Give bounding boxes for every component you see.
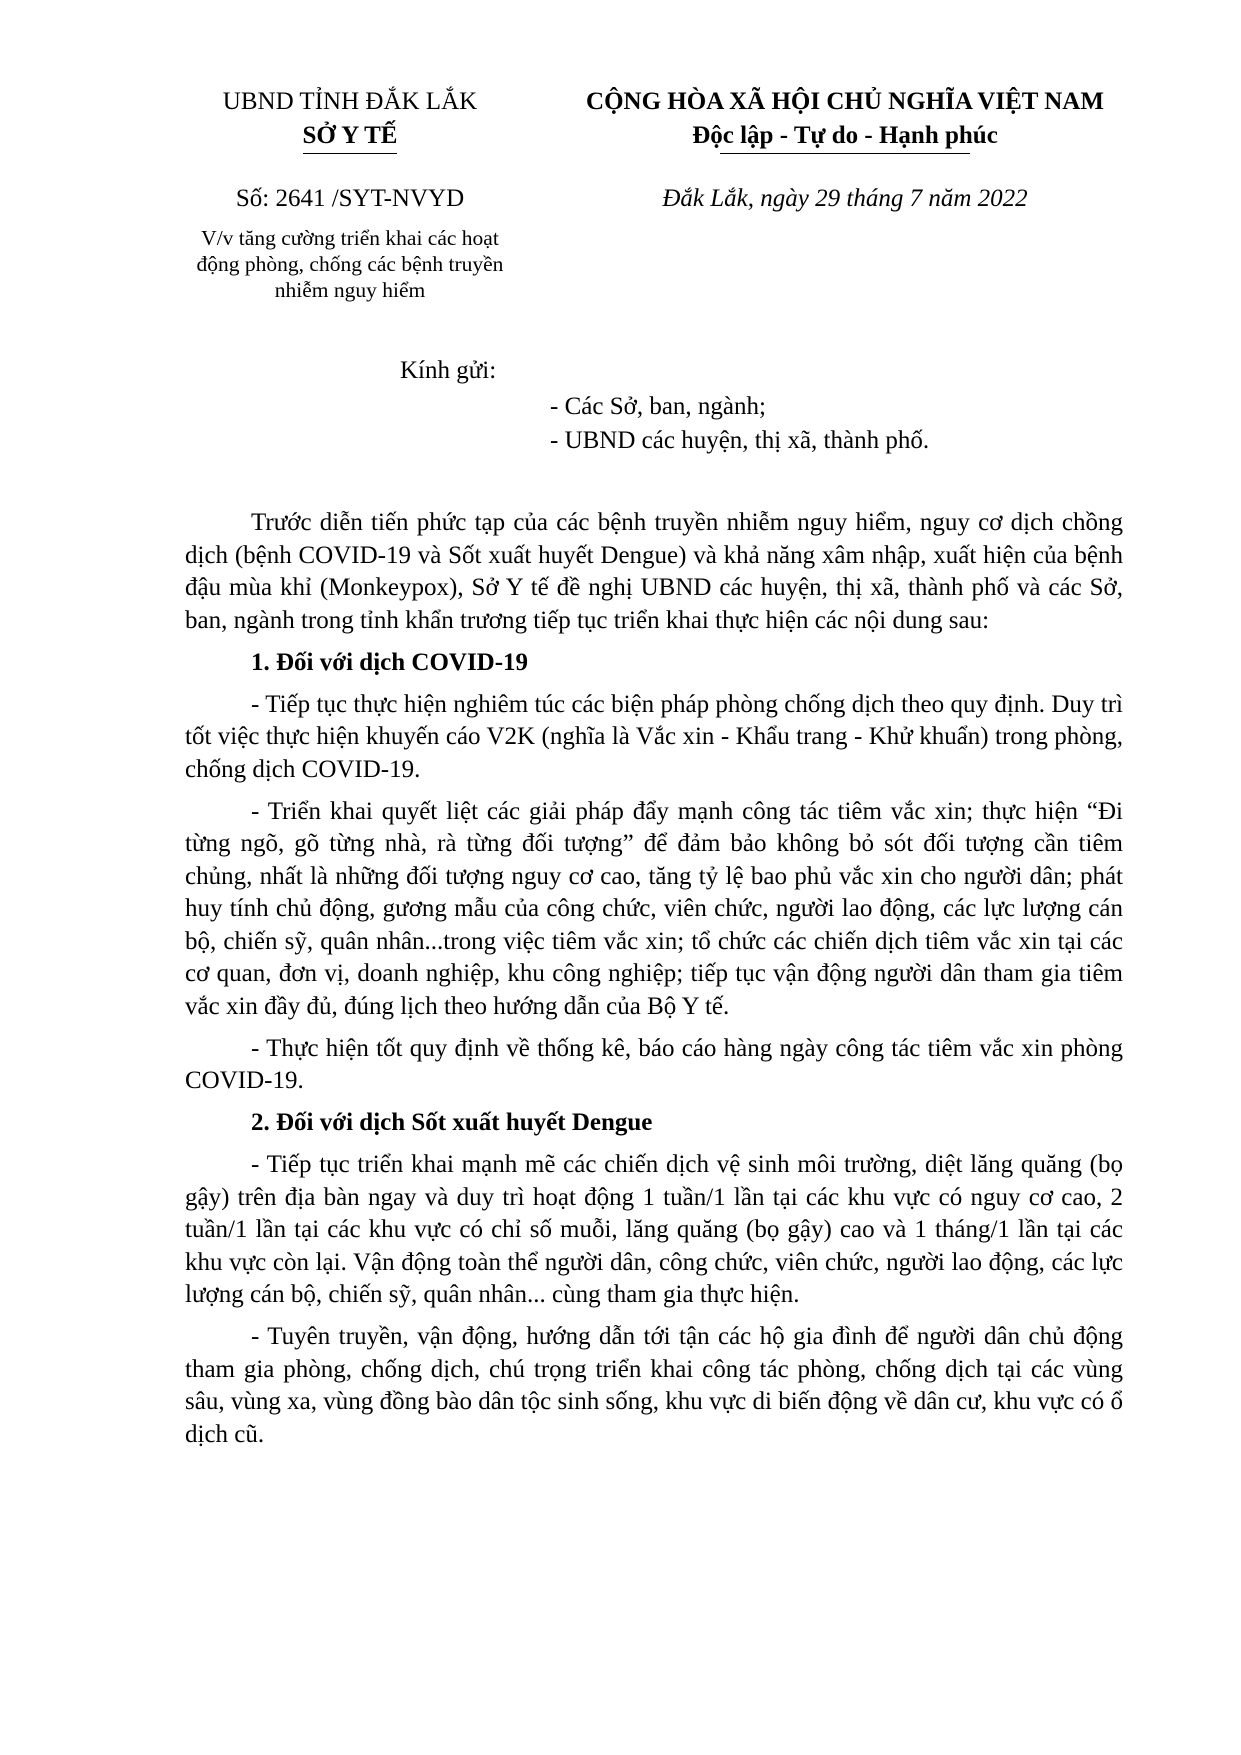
subject-line: động phòng, chống các bệnh truyền	[196, 252, 504, 276]
subject-line: nhiễm nguy hiểm	[274, 278, 426, 302]
dengue-paragraph: - Tiếp tục triển khai mạnh mẽ các chiến dịch vệ sinh môi trường, diệt lăng quăng (bọ gậy) trên địa bàn ngay và duy trì hoạt động 1 tuần/1 lần tại các khu vực có nguy cơ cao, 2 tuần/1 lần tại các khu vực có chỉ số muỗi, lăng quăng (bọ gậy) cao và 1 tháng/1 lần tại các khu vực còn lại. Vận động toàn thể người dân, công chức, viên chức, người lao động, các lực lượng cán bộ, chiến sỹ, quân nhân... cùng tham gia thực hiện.	[185, 1151, 1123, 1308]
recipient-item: - UBND các huyện, thị xã, thành phố.	[550, 427, 930, 454]
country-name: CỘNG HÒA XÃ HỘI CHỦ NGHĨA VIỆT NAM	[586, 88, 1104, 115]
place-date: Đắk Lắk, ngày 29 tháng 7 năm 2022	[662, 185, 1028, 212]
intro-paragraph: Trước diễn tiến phức tạp của các bệnh truyền nhiễm nguy hiểm, nguy cơ dịch chồng dịch (bệnh COVID-19 và Sốt xuất huyết Dengue) và khả năng xâm nhập, xuất hiện của bệnh đậu mùa khỉ (Monkeypox), Sở Y tế đề nghị UBND các huyện, thị xã, thành phố và các Sở, ban, ngành trong tỉnh khẩn trương tiếp tục triển khai thực hiện các nội dung sau:	[185, 509, 1123, 634]
national-motto: Độc lập - Tự do - Hạnh phúc	[692, 122, 998, 149]
agency-name: SỞ Y TẾ	[302, 122, 398, 149]
agency-parent: UBND TỈNH ĐẮK LẮK	[222, 88, 478, 115]
agency-underline	[303, 153, 397, 154]
document-number: Số: 2641 /SYT-NVYD	[235, 185, 465, 212]
section-heading-dengue: 2. Đối với dịch Sốt xuất huyết Dengue	[251, 1109, 653, 1136]
motto-underline	[720, 153, 970, 154]
dengue-paragraph: - Tuyên truyền, vận động, hướng dẫn tới tận các hộ gia đình để người dân chủ động tham gia phòng, chống dịch, chú trọng triển khai công tác phòng, chống dịch tại các vùng sâu, vùng xa, vùng đồng bào dân tộc sinh sống, khu vực di biến động về dân cư, khu vực có ổ dịch cũ.	[185, 1323, 1123, 1448]
covid-paragraph: - Tiếp tục thực hiện nghiêm túc các biện pháp phòng chống dịch theo quy định. Duy trì tốt việc thực hiện khuyến cáo V2K (nghĩa là Vắc xin - Khẩu trang - Khử khuẩn) trong phòng, chống dịch COVID-19.	[185, 690, 1123, 783]
covid-paragraph: - Triển khai quyết liệt các giải pháp đẩy mạnh công tác tiêm vắc xin; thực hiện “Đi từng ngõ, gõ từng nhà, rà từng đối tượng” để đảm bảo không bỏ sót đối tượng cần tiêm chủng, nhất là những đối tượng nguy cơ cao, tăng tỷ lệ bao phủ vắc xin cho người dân; phát huy tính chủ động, gương mẫu của công chức, viên chức, người lao động, các lực lượng cán bộ, chiến sỹ, quân nhân...trong việc tiêm vắc xin; tổ chức các chiến dịch tiêm vắc xin tại các cơ quan, đơn vị, doanh nghiệp, khu công nghiệp; tiếp tục vận động người dân tham gia tiêm vắc xin đầy đủ, đúng lịch theo hướng dẫn của Bộ Y tế.	[185, 797, 1123, 1020]
document-subject	[160, 225, 540, 303]
section-heading-covid: 1. Đối với dịch COVID-19	[251, 648, 529, 676]
document-body	[185, 507, 1123, 1461]
subject-line: V/v tăng cường triển khai các hoạt	[201, 226, 499, 250]
recipient-item: - Các Sở, ban, ngành;	[550, 393, 766, 420]
covid-paragraph: - Thực hiện tốt quy định về thống kê, báo cáo hàng ngày công tác tiêm vắc xin phòng COVID-19.	[185, 1034, 1123, 1094]
recipients-label: Kính gửi:	[400, 357, 497, 384]
